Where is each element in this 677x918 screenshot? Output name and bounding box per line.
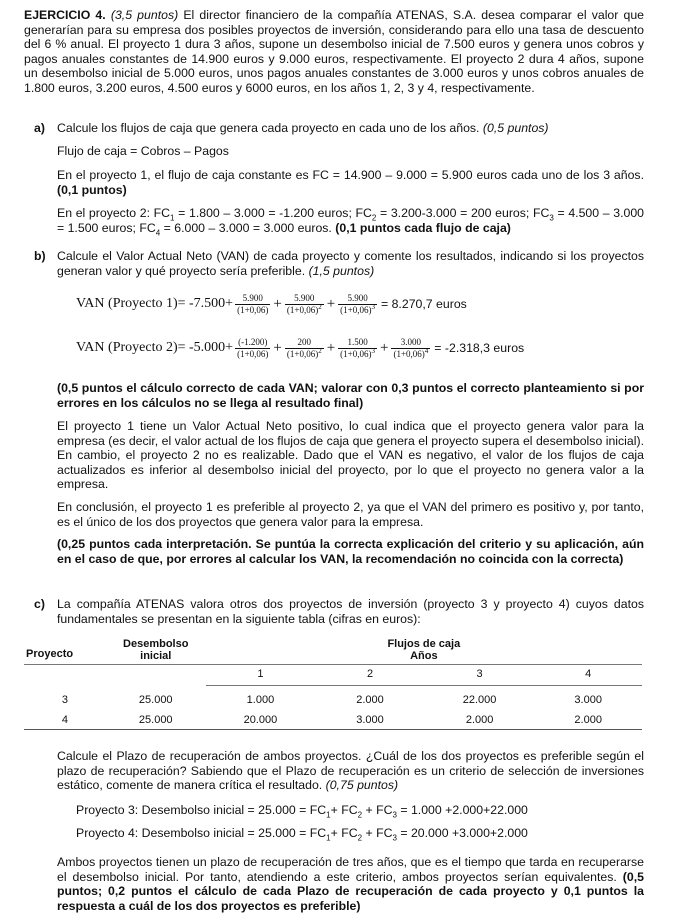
- subscript: 2: [371, 213, 377, 223]
- subscript: 2: [357, 833, 363, 843]
- p2-text: = 6.000 – 3.000 = 3.000 euros.: [160, 220, 332, 235]
- part-b-question: [57, 249, 644, 278]
- plus-operator: +: [326, 296, 336, 313]
- row-flujo: 2.000: [425, 711, 535, 730]
- fraction-denominator: $(1+0,06)^2$: [286, 347, 322, 359]
- part-c-intro-text: La compañía ATENAS valora otros dos proyectos de inversión (proyecto 3 y proyecto 4) cuyos datos fundamentales se presentan en la siguiente tabla (cifras en euros):: [57, 597, 644, 626]
- p4-text: + FC: [330, 826, 358, 840]
- fraction-denominator: $(1+0,06)^3$: [340, 303, 375, 315]
- part-a-formula: [57, 144, 644, 159]
- p4-text: = 20.000 +3.000+2.000: [396, 826, 528, 840]
- exponent: 3: [371, 347, 375, 355]
- header-flujos-line1: Flujos de caja: [387, 638, 461, 650]
- project1-cashflow-text: En el proyecto 1, el flujo de caja constante es FC = 14.900 – 9.000 = 5.900 euros cada uno de los 3 años.: [57, 168, 644, 182]
- exercise-statement: [24, 8, 644, 96]
- plus-operator: +: [326, 340, 336, 357]
- p2-text: = 3.200-3.000 = 200 euros; FC: [376, 206, 550, 220]
- header-proyecto: Proyecto: [24, 638, 106, 665]
- project1-cashflow-points: (0,1 puntos): [57, 182, 127, 197]
- exercise-title: EJERCICIO 4.: [24, 8, 106, 22]
- part-c-conclusion: [57, 855, 644, 913]
- fraction-numerator: 5.900: [294, 293, 315, 303]
- subscript: 3: [392, 833, 397, 843]
- part-b-letter: b): [34, 249, 46, 263]
- plus-operator: +: [273, 296, 282, 313]
- part-a-points: (0,5 puntos): [482, 121, 549, 135]
- p3-text: Proyecto 3: Desembolso inicial = 25.000 = FC: [76, 803, 327, 817]
- part-b-grading1: [57, 381, 644, 410]
- p3-text: + FC: [330, 803, 358, 817]
- payback-grading-note: (0,5 puntos; 0,2 puntos el cálculo de cada Plazo de recuperación de cada proyecto y 0,1 puntos la respuesta a cuál de los dos proyectos es preferible): [57, 869, 644, 913]
- van1-result: = 8.270,7 euros: [381, 297, 467, 312]
- fraction-denominator: (1+0,06): [237, 349, 269, 359]
- van-project2-formula: [76, 337, 524, 360]
- row-desembolso: 25.000: [138, 693, 173, 706]
- fraction-term: [338, 293, 377, 316]
- fraction-term: [285, 293, 324, 316]
- part-c-letter: c): [34, 597, 45, 611]
- row-flujo: 2.000: [356, 693, 384, 706]
- van-grading-note: (0,5 puntos el cálculo correcto de cada VAN; valorar con 0,3 puntos el correcto planteamiento si por errores en los cálculos no se llega al resultado final): [57, 381, 644, 410]
- plus-operator: +: [380, 340, 389, 357]
- p2-text: = 1.800 – 3.000 = -1.200 euros; FC: [174, 206, 372, 220]
- p3-text: = 1.000 +2.000+22.000: [396, 803, 528, 817]
- projects-table: [24, 638, 642, 730]
- part-b-comment2: [57, 500, 644, 529]
- part-c-points: (0,75 puntos): [325, 778, 399, 793]
- payback-conclusion: Ambos proyectos tienen un plazo de recuperación de tres años, que es el tiempo que tarda en recuperarse el desembolso inicial. Por tanto, atendiendo a este criterio, ambos proyectos serían equivalentes.: [57, 855, 644, 884]
- exponent: 2: [318, 303, 322, 311]
- cash-flow-formula: Flujo de caja = Cobros – Pagos: [57, 144, 229, 158]
- subscript: 1: [170, 213, 175, 223]
- exponent: 2: [318, 347, 322, 355]
- year-cell: 4: [534, 665, 642, 686]
- empty-cell: [24, 665, 106, 686]
- part-a-question: [57, 121, 644, 136]
- interpretation-grading-note: (0,25 puntos cada interpretación. Se puntúa la correcta explicación del criterio y su aplicación, aún en el caso de que, por errores al calcular los VAN, la recomendación no coincida con la correcta): [57, 537, 644, 566]
- part-a-question-text: Calcule los flujos de caja que genera cada proyecto en cada uno de los años.: [57, 121, 480, 135]
- fraction-denominator: (1+0,06): [237, 305, 269, 315]
- part-a-letter: a): [34, 121, 45, 135]
- part-b-question-text: Calcule el Valor Actual Neto (VAN) de cada proyecto y comente los resultados, indicando si los proyectos generan valor y qué proyecto sería preferible.: [57, 249, 644, 278]
- fraction-term: [285, 337, 324, 360]
- subscript: 1: [326, 833, 331, 843]
- part-c-intro: [57, 597, 644, 626]
- p2-text: = 4.500 – 3.000 = 1.500 euros; FC: [57, 206, 645, 235]
- van1-label: VAN (Proyecto 1)= -7.500+: [76, 296, 234, 312]
- years-row: [24, 665, 642, 686]
- fraction-numerator: (-1.200): [238, 337, 268, 347]
- fraction-denominator: $(1+0,06)^2$: [286, 303, 322, 315]
- header-desembolso-line2: inicial: [140, 650, 172, 662]
- fraction-denominator: $(1+0,06)^4$: [393, 347, 429, 359]
- table-header-row: [24, 638, 642, 665]
- exercise-points: (3,5 puntos): [110, 8, 179, 22]
- part-a-project1: [57, 168, 644, 197]
- van2-terms: [233, 337, 432, 360]
- van-conclusion: En conclusión, el proyecto 1 es preferible al proyecto 2, ya que el VAN del primero es positivo y, por tanto, es el único de los dos proyectos que genera valor para la empresa.: [57, 500, 644, 529]
- fraction-term: [338, 337, 377, 360]
- row-flujo: 22.000: [462, 693, 497, 706]
- row-proyecto: 3: [61, 693, 68, 706]
- header-desembolso-line1: Desembolso: [123, 638, 189, 650]
- exercise-text: El director financiero de la compañía ATENAS, S.A. desea comparar el valor que generarían para su empresa dos posibles proyectos de inversión, considerando para ello una tasa de descuento del 6 % anual. El proyecto 1 dura 3 años, supone un desembolso inicial de 7.500 euros y genera unos cobros y pagos anuales constantes de 14.900 euros y 9.000 euros, respectivamente. El proyecto 2 dura 4 años, supone un desembolso inicial de 5.000 euros, unos pagos anuales constantes de 3.000 euros y unos cobros anuales de 1.800 euros, 3.200 euros, 4.500 euros y 6000 euros, en los años 1, 2, 3 y 4, respectivamente.: [24, 8, 645, 95]
- project3-payback: [76, 803, 646, 818]
- row-flujo: 3.000: [574, 693, 602, 706]
- subscript: 4: [155, 228, 161, 238]
- year-cell: 2: [315, 665, 425, 686]
- year-cell: 3: [425, 665, 535, 686]
- part-b-grading2: [57, 537, 644, 566]
- p4-text: Proyecto 4: Desembolso inicial = 25.000 = FC: [76, 826, 327, 840]
- fraction-term: [235, 337, 270, 360]
- header-flujos: [206, 638, 642, 665]
- project2-cashflow-points: (0,1 puntos cada flujo de caja): [335, 220, 511, 235]
- part-b-comment1: [57, 419, 644, 492]
- row-flujo: 1.000: [246, 693, 275, 706]
- van-project1-formula: [76, 293, 467, 316]
- table-row: [24, 685, 642, 711]
- part-c-question: [57, 749, 644, 793]
- subscript: 3: [392, 810, 397, 820]
- van-comment: El proyecto 1 tiene un Valor Actual Neto positivo, lo cual indica que el proyecto genera valor para la empresa (es decir, el valor actual de los flujos de caja que genera el proyecto supera el desembolso inicial). En cambio, el proyecto 2 no es realizable. Dado que el VAN es negativo, el valor de los flujos de caja actualizados es inferior al desembolso inicial del proyecto, por lo que el proyecto no genera valor a la empresa.: [57, 419, 644, 492]
- van1-terms: [233, 293, 379, 316]
- fraction-numerator: 3.000: [400, 337, 421, 347]
- exponent: 3: [371, 303, 375, 311]
- row-proyecto: 4: [24, 711, 106, 730]
- part-c-question-text: Calcule el Plazo de recuperación de ambos proyectos. ¿Cuál de los dos proyectos es preferible según el plazo de recuperación? Sabiendo que el Plazo de recuperación es un criterio de selección de inversiones estático, comente de manera crítica el resultado.: [57, 749, 644, 793]
- part-a-project2: [57, 206, 645, 238]
- fraction-numerator: 5.900: [242, 293, 263, 303]
- row-desembolso: 25.000: [106, 711, 206, 730]
- subscript: 2: [357, 810, 363, 820]
- subscript: 3: [549, 213, 554, 223]
- header-flujos-line2: Años: [410, 650, 438, 662]
- van2-result: = -2.318,3 euros: [434, 341, 525, 356]
- subscript: 1: [326, 810, 331, 820]
- p2-text: En el proyecto 2: FC: [57, 206, 171, 220]
- fraction-numerator: 5.900: [347, 293, 368, 303]
- van2-label: VAN (Proyecto 2)= -5.000+: [76, 340, 234, 356]
- year-cell: 1: [206, 665, 316, 686]
- table-row: [24, 711, 642, 730]
- part-b-points: (1,5 puntos): [308, 263, 375, 278]
- row-flujo: 3.000: [315, 711, 425, 730]
- p3-text: + FC: [362, 803, 393, 817]
- fraction-denominator: $(1+0,06)^3$: [340, 347, 375, 359]
- plus-operator: +: [273, 340, 282, 357]
- exponent: 4: [424, 347, 429, 355]
- p4-text: + FC: [362, 826, 393, 840]
- fraction-numerator: 200: [297, 337, 312, 347]
- fraction-term: [235, 293, 270, 316]
- project4-payback: [76, 826, 646, 841]
- header-desembolso: [106, 638, 206, 665]
- fraction-term: [391, 337, 430, 360]
- empty-cell: [106, 665, 206, 686]
- fraction-numerator: 1.500: [347, 337, 368, 347]
- row-flujo: 2.000: [534, 711, 642, 730]
- row-flujo: 20.000: [206, 711, 316, 730]
